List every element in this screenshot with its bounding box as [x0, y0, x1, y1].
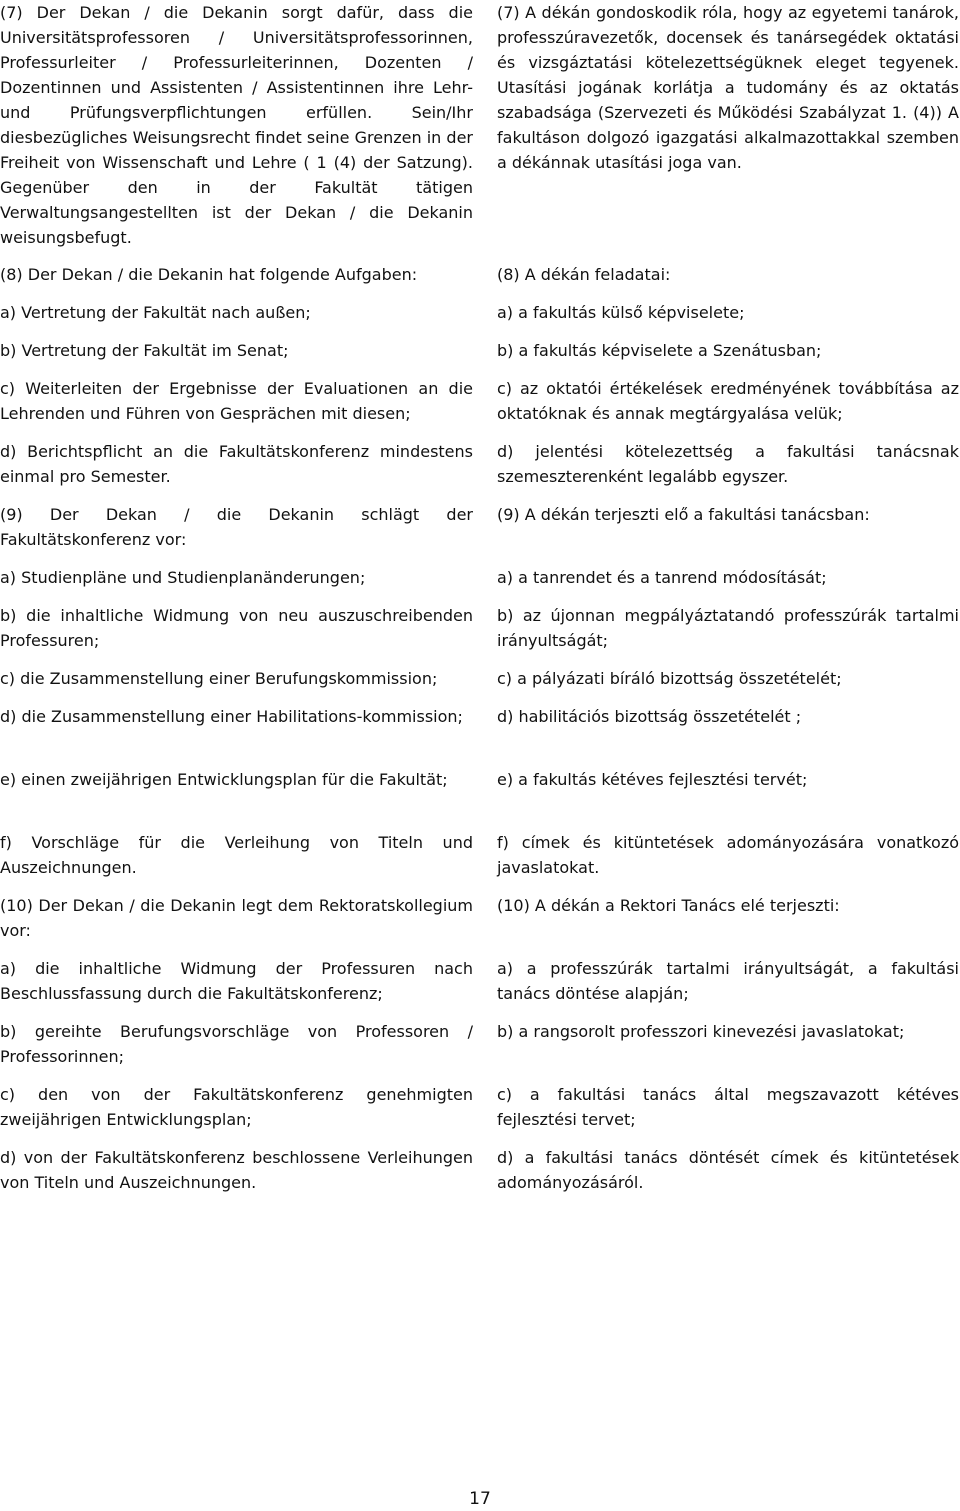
list-item-hu: b) a fakultás képviselete a Szenátusban;: [497, 341, 822, 360]
list-item-de: b) die inhaltliche Widmung von neu auszuschreibenden Professuren;: [0, 606, 473, 650]
list-item-hu: d) a fakultási tanács döntését címek és kitüntetések adományozásáról.: [497, 1148, 959, 1192]
list-item-hu: a) a tanrendet és a tanrend módosítását;: [497, 568, 827, 587]
list-item-de: c) Weiterleiten der Ergebnisse der Evaluationen an die Lehrenden und Führen von Gesprächen mit diesen;: [0, 379, 473, 423]
list-item-hu: d) jelentési kötelezettség a fakultási tanácsnak szemeszterenként legalább egyszer.: [497, 442, 959, 486]
list-item-hu: f) címek és kitüntetések adományozására vonatkozó javaslatokat.: [497, 833, 959, 877]
page-number: 17: [469, 1489, 491, 1509]
paragraph-hu: (9) A dékán terjeszti elő a fakultási tanácsban:: [497, 505, 870, 524]
list-item-de: e) einen zweijährigen Entwicklungsplan für die Fakultät;: [0, 770, 448, 789]
list-item-hu: a) a professzúrák tartalmi irányultságát, a fakultási tanács döntése alapján;: [497, 959, 959, 1003]
list-item-hu: d) habilitációs bizottság összetételét ;: [497, 707, 802, 726]
list-item-hu: c) az oktatói értékelések eredményének továbbítása az oktatóknak és annak megtárgyalása velük;: [497, 379, 959, 423]
list-item-de: a) die inhaltliche Widmung der Professuren nach Beschlussfassung durch die Fakultätskonferenz;: [0, 959, 473, 1003]
paragraph-hu: (7) A dékán gondoskodik róla, hogy az egyetemi tanárok, professzúravezetők, docensek és tanársegédek oktatási és vizsgáztatási kötelezettségüknek eleget tegyenek. Utasítási jogának korlátja a tudomány és az oktatás szabadsága (Szervezeti és Működési Szabályzat 1. (4)) A fakultáson dolgozó igazgatási alkalmazottakkal szemben a dékánnak utasítási joga van.: [497, 3, 959, 172]
list-item-hu: c) a pályázati bíráló bizottság összetételét;: [497, 669, 842, 688]
list-item-de: d) Berichtspflicht an die Fakultätskonferenz mindestens einmal pro Semester.: [0, 442, 473, 486]
list-item-hu: b) az újonnan megpályáztatandó professzúrák tartalmi irányultságát;: [497, 606, 959, 650]
paragraph-de: (10) Der Dekan / die Dekanin legt dem Rektoratskollegium vor:: [0, 896, 473, 940]
list-item-de: b) gereihte Berufungsvorschläge von Professoren / Professorinnen;: [0, 1022, 473, 1066]
paragraph-hu: (8) A dékán feladatai:: [497, 265, 671, 284]
list-item-de: d) von der Fakultätskonferenz beschlossene Verleihungen von Titeln und Auszeichnungen.: [0, 1148, 473, 1192]
paragraph-hu: (10) A dékán a Rektori Tanács elé terjeszti:: [497, 896, 840, 915]
list-item-de: c) die Zusammenstellung einer Berufungskommission;: [0, 669, 438, 688]
list-item-de: b) Vertretung der Fakultät im Senat;: [0, 341, 289, 360]
paragraph-de: (8) Der Dekan / die Dekanin hat folgende Aufgaben:: [0, 265, 418, 284]
paragraph-de: (9) Der Dekan / die Dekanin schlägt der Fakultätskonferenz vor:: [0, 505, 473, 549]
list-item-de: d) die Zusammenstellung einer Habilitations-kommission;: [0, 707, 463, 726]
list-item-hu: b) a rangsorolt professzori kinevezési javaslatokat;: [497, 1022, 905, 1041]
paragraph-de: (7) Der Dekan / die Dekanin sorgt dafür, dass die Universitätsprofessoren / Universitätsprofessorinnen, Professurleiter / Professurleiterinnen, Dozenten / Dozentinnen und Assistenten / Assistentinnen ihre Lehr- und Prüfungsverpflichtungen erfüllen. Sein/Ihr diesbezügliches Weisungsrecht findet seine Grenzen in der Freiheit von Wissenschaft und Lehre ( 1 (4) der Satzung). Gegenüber den in der Fakultät tätigen Verwaltungsangestellten ist der Dekan / die Dekanin weisungsbefugt.: [0, 3, 473, 247]
list-item-de: c) den von der Fakultätskonferenz genehmigten zweijährigen Entwicklungsplan;: [0, 1085, 473, 1129]
list-item-de: a) Vertretung der Fakultät nach außen;: [0, 303, 311, 322]
list-item-hu: c) a fakultási tanács által megszavazott kétéves fejlesztési tervet;: [497, 1085, 959, 1129]
list-item-hu: a) a fakultás külső képviselete;: [497, 303, 745, 322]
list-item-hu: e) a fakultás kétéves fejlesztési tervét;: [497, 770, 808, 789]
list-item-de: f) Vorschläge für die Verleihung von Titeln und Auszeichnungen.: [0, 833, 473, 877]
list-item-de: a) Studienpläne und Studienplanänderungen;: [0, 568, 366, 587]
